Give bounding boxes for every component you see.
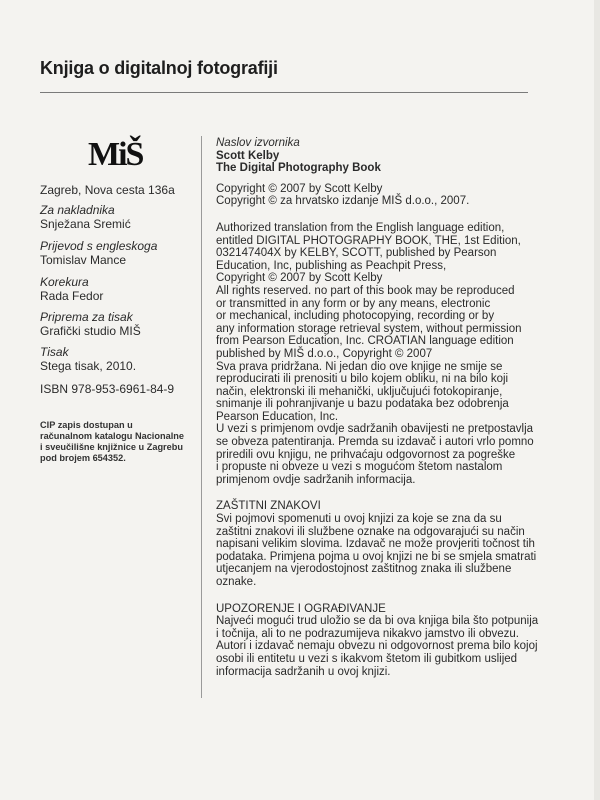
text-line: osobi ili entitetu u vezi s ikakvom štetom ili gubitkom uslijed <box>216 652 518 665</box>
text-line: utjecanjem na vjerodostojnost zaštitnog znaka ili službene <box>216 563 512 576</box>
text-line: Sva prava pridržana. Ni jedan dio ove knjige ne smije se <box>216 360 503 373</box>
credit-translator <box>40 239 157 267</box>
original-title: The Digital Photography Book <box>216 162 381 175</box>
text-line: U vezi s primjenom ovdje sadržanih obavijesti ne pretpostavlja <box>216 423 534 436</box>
text-line: priredili ovu knjigu, ne prihvaćaju odgovornost za pogreške <box>216 448 516 461</box>
publisher-address: Zagreb, Nova cesta 136a <box>40 183 175 197</box>
copyright-column <box>216 137 546 678</box>
credit-publisher <box>40 203 131 231</box>
credit-value: Snježana Sremić <box>40 217 131 231</box>
text-line: Svi pojmovi spomenuti u ovoj knjizi za koje se zna da su <box>216 513 502 526</box>
text-line: Authorized translation from the English language edition, <box>216 221 505 234</box>
credit-value: Rada Fedor <box>40 289 104 303</box>
text-line: i točnija, ali to ne podrazumijeva nikakvo jamstvo ili obvezu. <box>216 627 519 640</box>
text-line: i propuste ni obveze u vezi s mogućom štetom nastalom <box>216 461 503 474</box>
text-line: published by MIŠ d.o.o., Copyright © 2007 <box>216 347 433 360</box>
header-divider <box>40 92 528 93</box>
credit-label: Priprema za tisak <box>40 310 133 324</box>
page-title: Knjiga o digitalnoj fotografiji <box>40 58 278 78</box>
text-line: 032147404X by KELBY, SCOTT, published by Pearson <box>216 247 497 260</box>
text-line: Pearson Education, Inc. <box>216 410 339 423</box>
text-line: reproducirati ili prenositi u bilo kojem obliku, ni na bilo koji <box>216 373 509 386</box>
text-line: oznake. <box>216 576 257 588</box>
text-line: se obveza patentiranja. Premda su izdavač i autori vrlo pomno <box>216 436 534 449</box>
text-line: All rights reserved. no part of this book may be reproduced <box>216 284 515 297</box>
warning-text <box>216 615 546 678</box>
original-author: Scott Kelby <box>216 149 280 162</box>
credit-label: Tisak <box>40 345 69 359</box>
credit-prepress <box>40 310 141 338</box>
text-line: Education, Inc, publishing as Peachpit Press, <box>216 259 447 272</box>
credit-label: Korekura <box>40 275 89 289</box>
text-line: or mechanical, including photocopying, recording or by <box>216 310 495 323</box>
cip-line: računalnom katalogu Nacionalne <box>40 431 184 441</box>
page-edge <box>594 0 600 800</box>
legal-notice <box>216 222 546 486</box>
copyright-line: Copyright © za hrvatsko izdanje MIŠ d.o.o., 2007. <box>216 195 470 208</box>
text-line: podataka. Primjena pojma u ovoj knjizi ne bi se smjela smatrati <box>216 550 537 563</box>
text-line: or transmitted in any form or by any means, electronic <box>216 297 491 310</box>
text-line: način, elektronski ili mehanički, uključujući fotokopiranje, <box>216 385 503 398</box>
credit-value: Grafički studio MIŠ <box>40 324 141 338</box>
text-line: informacija sadržanih u ovoj knjizi. <box>216 665 391 678</box>
trademarks-heading: ZAŠTITNI ZNAKOVI <box>216 500 321 513</box>
credit-value: Stega tisak, 2010. <box>40 359 137 373</box>
text-line: snimanje ili pohranjivanje u bazu podataka bez odobrenja <box>216 398 509 411</box>
text-line: Copyright © 2007 by Scott Kelby <box>216 272 383 285</box>
text-line: from Pearson Education, Inc. CROATIAN language edition <box>216 335 514 348</box>
text-line: Najveći mogući trud uložio se da bi ova knjiga bila što potpunija <box>216 615 539 628</box>
mis-logo: MiŠ <box>88 136 143 173</box>
original-title-label: Naslov izvornika <box>216 137 300 149</box>
copyright-line: Copyright © 2007 by Scott Kelby <box>216 182 383 195</box>
trademarks-text <box>216 513 546 589</box>
cip-line: pod brojem 654352. <box>40 453 126 463</box>
credit-label: Prijevod s engleskoga <box>40 239 158 253</box>
text-line: Autori i izdavač nemaju obvezu ni odgovornost prema bilo kojoj <box>216 640 538 653</box>
credit-label: Za nakladnika <box>40 203 115 217</box>
cip-line: i sveučilišne knjižnice u Zagrebu <box>40 442 183 452</box>
cip-line: CIP zapis dostupan u <box>40 420 133 430</box>
credit-proofreader <box>40 275 103 303</box>
warning-heading: UPOZORENJE I OGRAĐIVANJE <box>216 602 386 615</box>
isbn: ISBN 978-953-6961-84-9 <box>40 382 175 396</box>
credit-print <box>40 345 136 373</box>
text-line: entitled DIGITAL PHOTOGRAPHY BOOK, THE, 1st Edition, <box>216 234 521 247</box>
text-line: zaštitni znakovi ili službene oznake na odgovarajući su način <box>216 525 525 538</box>
credit-value: Tomislav Mance <box>40 253 127 267</box>
cip-record <box>40 420 200 464</box>
text-line: any information storage retrieval system, without permission <box>216 322 522 335</box>
column-divider <box>201 136 202 698</box>
text-line: napisani velikim slovima. Izdavač ne može provjeriti točnost tih <box>216 538 535 551</box>
text-line: primjenom ovdje sadržanih informacija. <box>216 473 416 486</box>
